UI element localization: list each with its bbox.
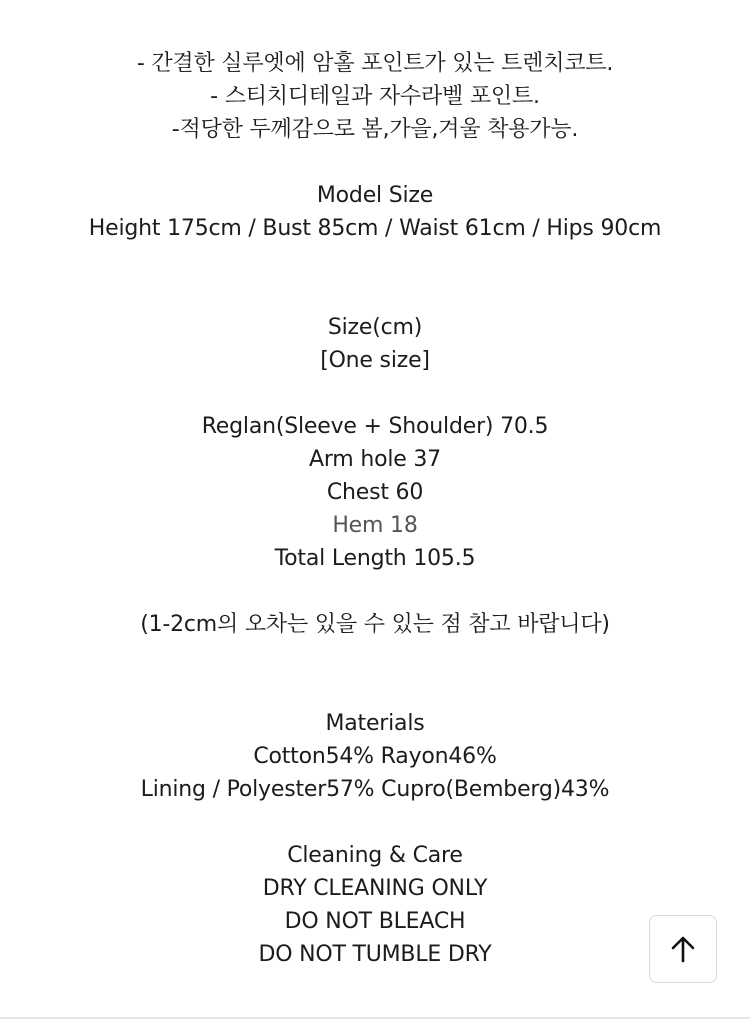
materials-shell: Cotton54% Rayon46% — [253, 744, 497, 769]
model-size-details: Height 175cm / Bust 85cm / Waist 61cm / Hips 90cm — [88, 216, 662, 241]
care-dry-cleaning: DRY CLEANING ONLY — [262, 876, 488, 901]
materials-lining: Lining / Polyester57% Cupro(Bemberg)43% — [140, 777, 610, 802]
product-detail-text — [0, 47, 750, 971]
measurement-arm-hole: Arm hole 37 — [309, 447, 441, 472]
care-no-tumble-dry: DO NOT TUMBLE DRY — [258, 942, 492, 967]
measurement-chest: Chest 60 — [326, 480, 424, 505]
care-heading: Cleaning & Care — [287, 843, 463, 868]
model-size-heading: Model Size — [316, 183, 434, 208]
scroll-to-top-button[interactable] — [649, 915, 717, 983]
arrow-up-icon — [668, 934, 698, 964]
measurement-reglan: Reglan(Sleeve + Shoulder) 70.5 — [201, 414, 549, 439]
description-line-3: -적당한 두께감으로 봄,가을,겨울 착용가능. — [171, 117, 579, 142]
description-line-2: - 스티치디테일과 자수라벨 포인트. — [210, 84, 540, 109]
care-no-bleach: DO NOT BLEACH — [284, 909, 466, 934]
measurement-hem: Hem 18 — [332, 513, 418, 538]
size-heading: Size(cm) — [327, 315, 423, 340]
size-tolerance-note: (1-2cm의 오차는 있을 수 있는 점 참고 바랍니다) — [140, 612, 610, 637]
materials-heading: Materials — [325, 711, 425, 736]
description-line-1: - 간결한 실루엣에 암홀 포인트가 있는 트렌치코트. — [136, 51, 614, 76]
size-option: [One size] — [320, 348, 430, 373]
measurement-total-length: Total Length 105.5 — [274, 546, 476, 571]
bottom-divider — [0, 1017, 750, 1019]
